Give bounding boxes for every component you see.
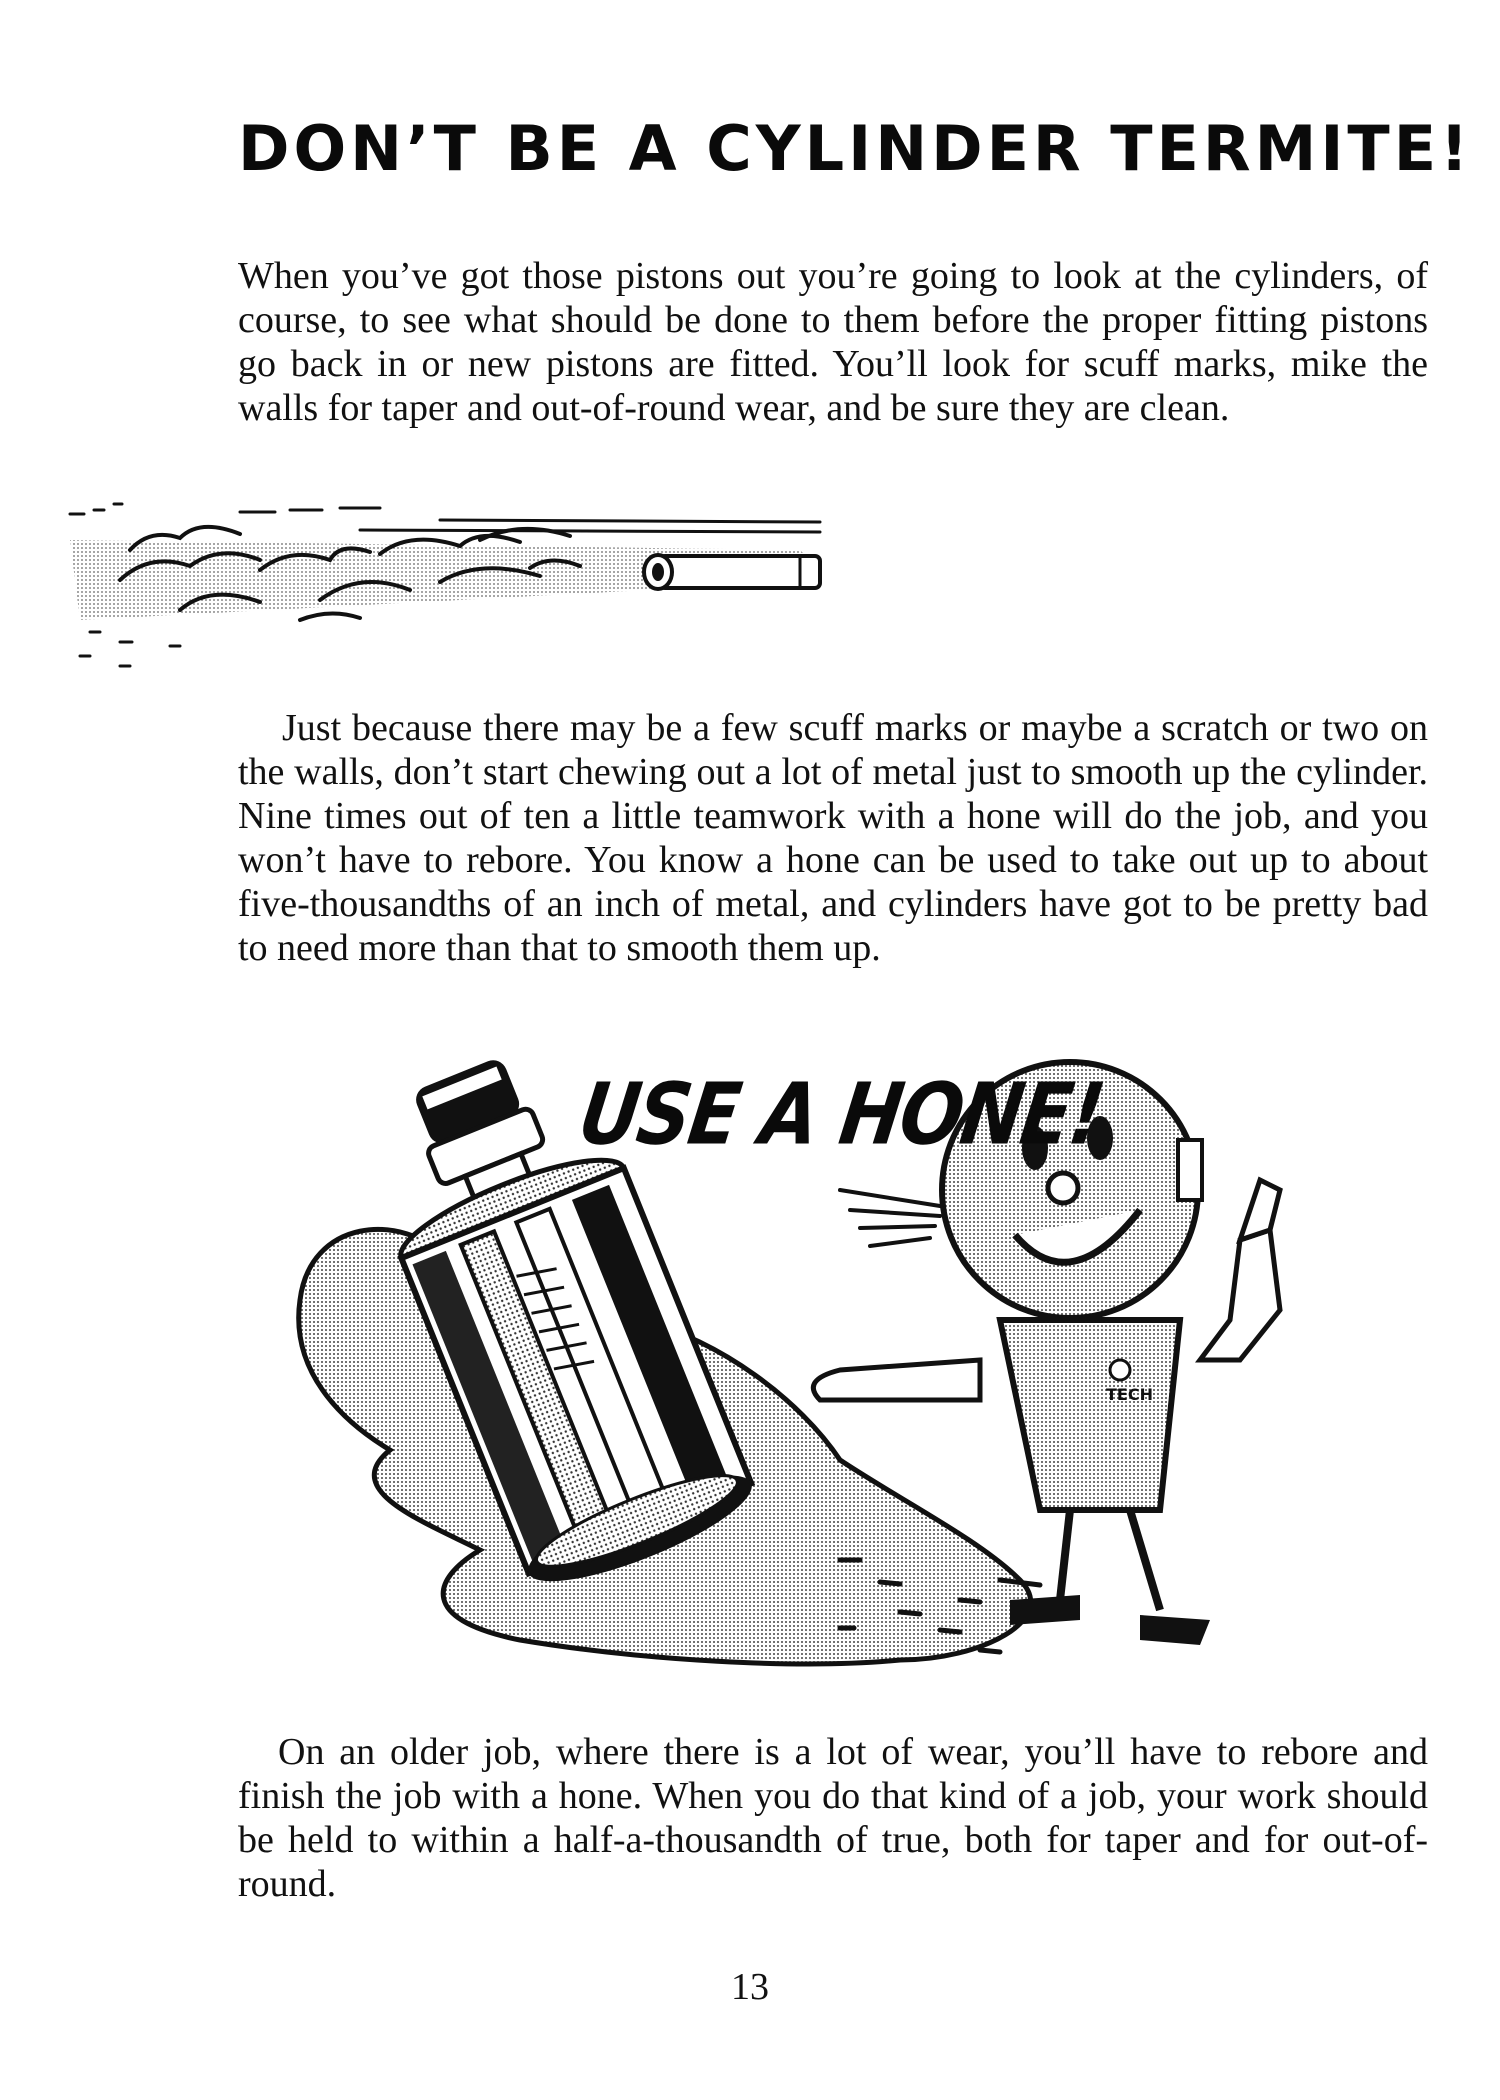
page-number: 13 [731, 1966, 769, 2008]
cigarette-smoke-illustration [60, 470, 860, 680]
robot-badge-text: TECH [1106, 1385, 1153, 1404]
paragraph-intro: When you’ve got those pistons out you’re going to look at the cylinders, of course, to see what should be done to them before the proper fitting pistons go back in or new pistons are fitted. You’ll look for scuff marks, mike the walls for taper and out-of-round wear, and be sure they are clean. [238, 255, 1428, 429]
paragraph-scuff-marks: Just because there may be a few scuff marks or maybe a scratch or two on the walls, don’t start chewing out a lot of metal just to smooth up the cylinder. Nine times out of ten a little teamwork with a hone will do the job, and you won’t have to rebore. You know a hone can be used to take out up to about five-thousandths of an inch of metal, and cylinders have got to be pretty bad to need more than that to smooth them up. [238, 707, 1428, 969]
hone-caption: USE A HONE! [573, 1065, 1109, 1165]
paragraph-rebore: On an older job, where there is a lot of wear, you’ll have to rebore and finish the job with a hone. When you do that kind of a job, your work should be held to within a half-a-thousandth of true, both for taper and for out-of-round. [238, 1731, 1428, 1905]
page-title: DON’T BE A CYLINDER TERMITE! [238, 112, 1473, 185]
